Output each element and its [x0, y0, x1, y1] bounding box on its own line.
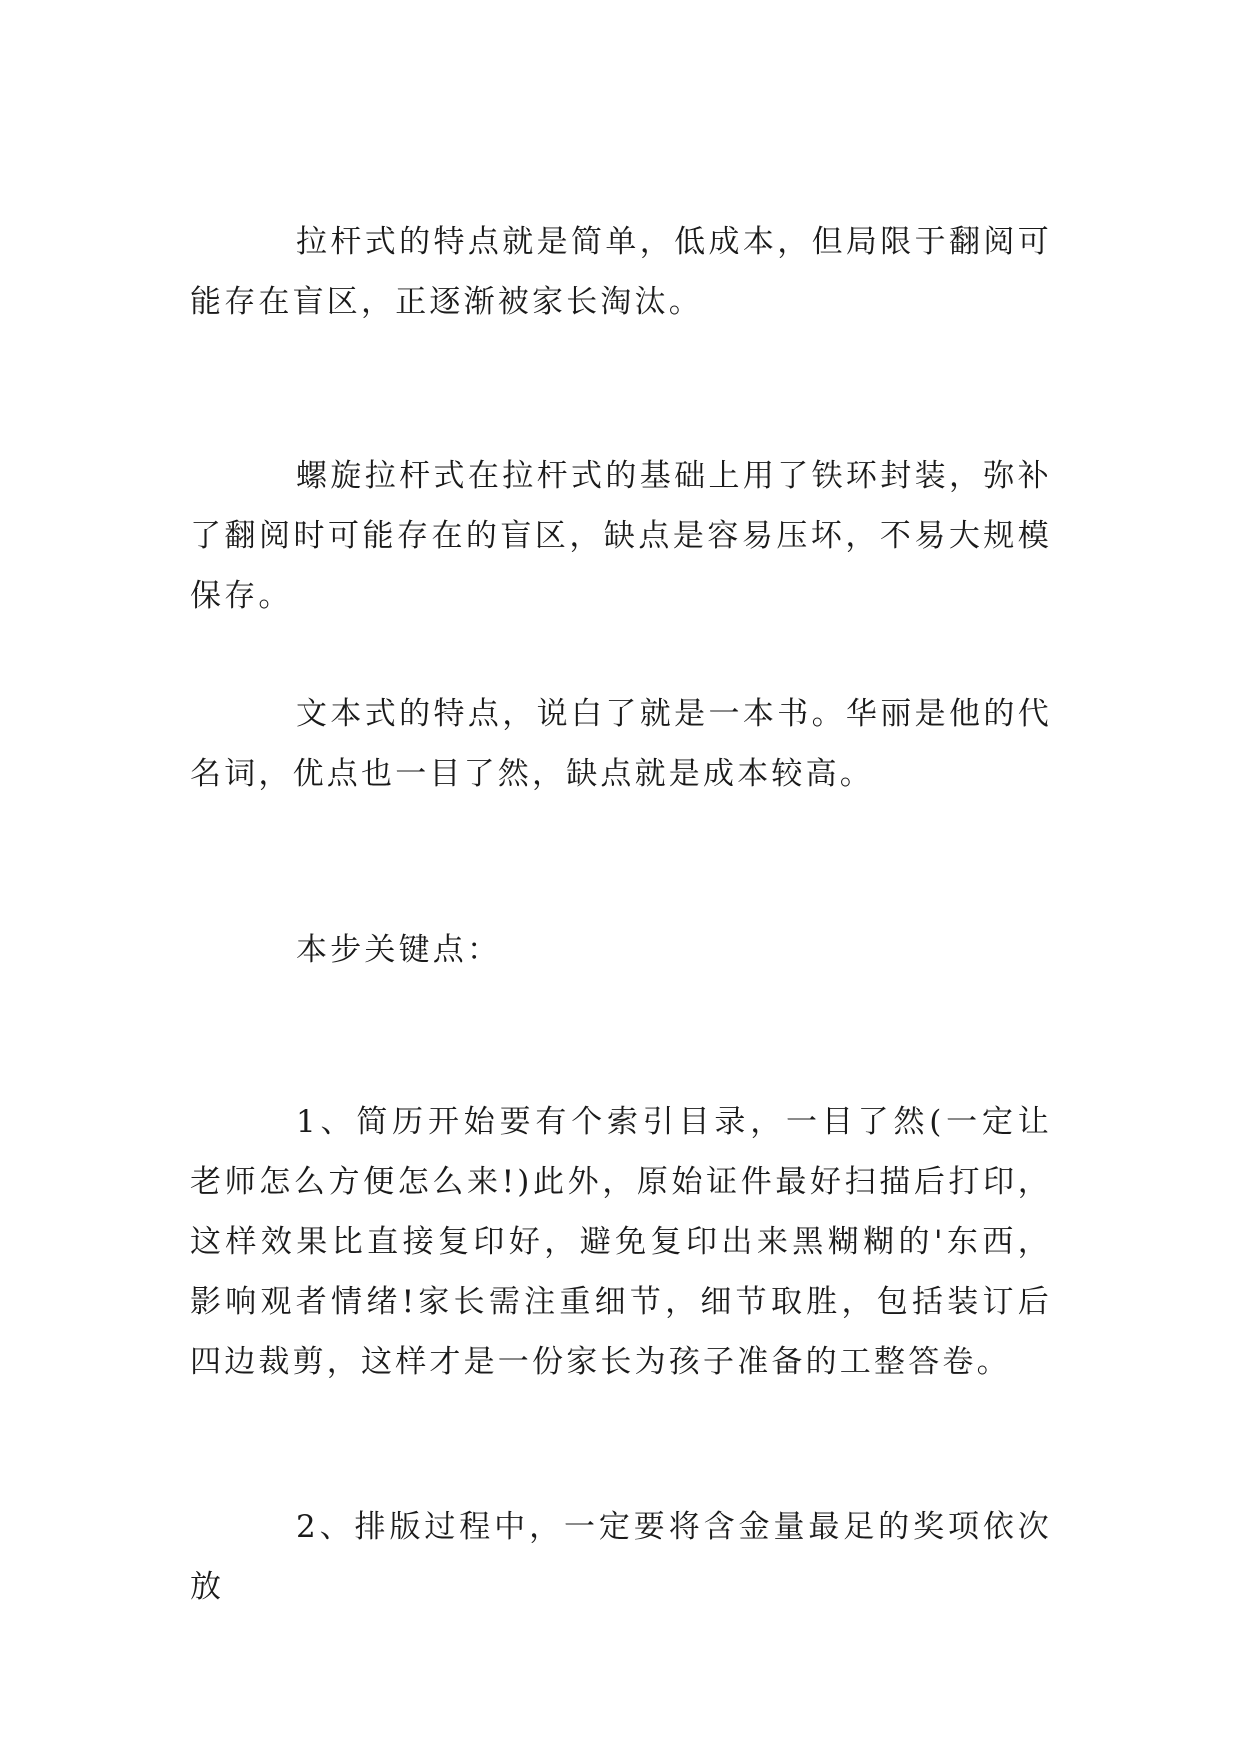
paragraph-text-book-style: 文本式的特点，说白了就是一本书。华丽是他的代名词，优点也一目了然，缺点就是成本较高。 — [190, 696, 1052, 792]
paragraph-key-point-1: 1、简历开始要有个索引目录，一目了然(一定让老师怎么方便怎么来!)此外，原始证件最好扫描后打印，这样效果比直接复印好，避免复印出来黑糊糊的'东西，影响观者情绪!家长需注重细节，细节取胜，包括装订后四边裁剪，这样才是一份家长为孩子准备的工整答卷。 — [190, 1104, 1052, 1380]
paragraph-key-point-2: 2、排版过程中，一定要将含金量最足的奖项依次放 — [190, 1509, 1052, 1605]
paragraph-pull-rod-style: 拉杆式的特点就是简单，低成本，但局限于翻阅可能存在盲区，正逐渐被家长淘汰。 — [190, 224, 1052, 320]
paragraph-key-points-heading: 本步关键点： — [296, 932, 502, 968]
paragraph-spiral-pull-rod-style: 螺旋拉杆式在拉杆式的基础上用了铁环封装，弥补了翻阅时可能存在的盲区，缺点是容易压坏，不易大规模保存。 — [190, 458, 1052, 614]
